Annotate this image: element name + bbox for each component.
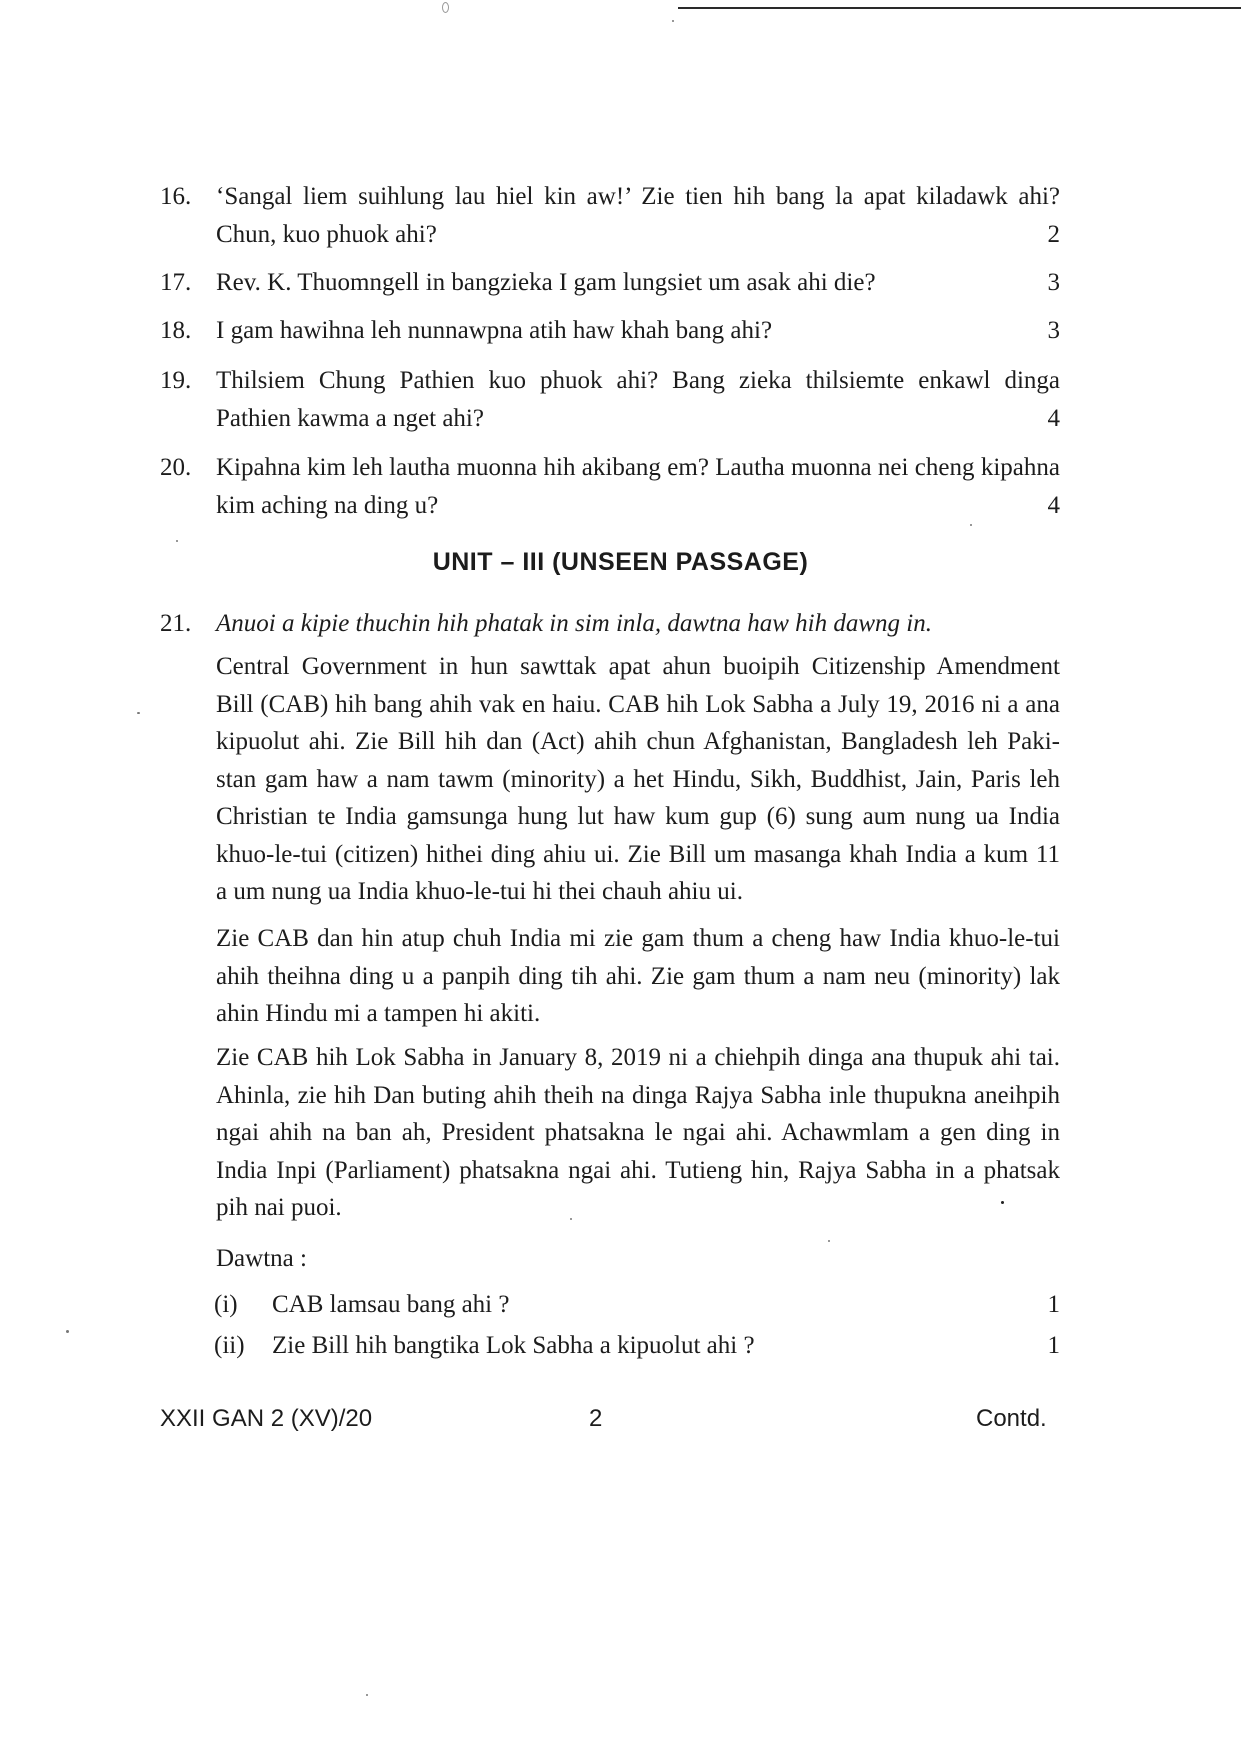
passage-paragraph-3 [216,1039,1060,1227]
passage-line: pih nai puoi. [216,1194,342,1221]
sub-question-marks: 1 [1047,1332,1060,1359]
sub-question-ii [214,1327,1060,1365]
answer-label-text: Dawtna : [216,1245,307,1272]
passage-line: Zie CAB dan hin atup chuh India mi zie gam thum a cheng haw India khuo-le-tui [216,925,1060,952]
passage-line: ahih theihna ding u a panpih ding tih ahi. Zie gam thum a nam neu (minority) lak [216,962,1060,990]
question-18 [160,312,1060,350]
question-text-line: ‘Sangal liem suihlung lau hiel kin aw!’ Zie tien hih bang la apat kiladawk ahi? [216,183,1060,210]
passage-line: ahin Hindu mi a tampen hi akiti. [216,1000,541,1027]
question-number: 18. [160,317,192,344]
scan-speck [442,2,449,13]
passage-line: Central Government in hun sawttak apat ahun buoipih Citizenship Amendment [216,653,1060,680]
question-20 [160,449,1060,525]
question-19 [160,362,1060,438]
passage-paragraph-2 [216,920,1060,1033]
passage-line: India Inpi (Parliament) phatsakna ngai ahi. Tutieng hin, Rajya Sabha in a phatsak [216,1156,1060,1184]
footer-continued: Contd. [976,1405,1047,1432]
answer-label [216,1240,1060,1278]
scan-speck [137,712,140,714]
scan-speck [66,1330,69,1333]
sub-question-label: (i) [214,1291,238,1318]
passage-paragraph-1 [216,648,1060,911]
question-17 [160,264,1060,302]
sub-question-text: Zie Bill hih bangtika Lok Sabha a kipuolut ahi ? [272,1332,755,1359]
scan-speck [366,1694,368,1696]
passage-line: kipuolut ahi. Zie Bill hih dan (Act) ahih chun Afghanistan, Bangladesh leh Paki- [216,728,1060,755]
question-21 [160,605,1060,643]
passage-line: Bill (CAB) hih bang ahih vak en haiu. CAB hih Lok Sabha a July 19, 2016 ni a ana [216,690,1060,718]
question-text-line: Kipahna kim leh lautha muonna hih akibang em? Lautha muonna nei cheng kipahna [216,454,1060,481]
question-text-line: Rev. K. Thuomngell in bangzieka I gam lungsiet um asak ahi die? [216,269,876,296]
question-text-line: Thilsiem Chung Pathien kuo phuok ahi? Bang zieka thilsiemte enkawl dinga [216,367,1060,394]
footer-code: XXII GAN 2 (XV)/20 [160,1405,373,1432]
footer-page-number: 2 [589,1405,603,1432]
question-marks: 4 [1047,405,1060,432]
sub-question-text: CAB lamsau bang ahi ? [272,1291,510,1318]
passage-line: ngai ahih na ban ah, President phatsakna le ngai ahi. Achawmlam a gen ding in [216,1119,1060,1146]
question-instruction: Anuoi a kipie thuchin hih phatak in sim inla, dawtna haw hih dawng in. [216,610,932,637]
top-rule [678,7,1241,9]
passage-line: a um nung ua India khuo-le-tui hi thei chauh ahiu ui. [216,878,743,905]
sub-question-marks: 1 [1047,1291,1060,1318]
question-text-line: I gam hawihna leh nunnawpna atih haw khah bang ahi? [216,317,773,344]
passage-line: Christian te India gamsunga hung lut haw kum gup (6) sung aum nung ua India [216,803,1060,830]
scan-speck [672,20,674,22]
sub-question-label: (ii) [214,1332,245,1359]
question-text-line: kim aching na ding u? [216,492,439,519]
scan-speck [176,540,178,542]
unit-heading: UNIT – III (UNSEEN PASSAGE) [432,548,809,576]
question-number: 16. [160,183,192,210]
question-marks: 3 [1047,269,1060,296]
passage-line: Ahinla, zie hih Dan buting ahih theih na dinga Rajya Sabha inle thupukna aneihpih [216,1081,1060,1109]
question-text-line: Pathien kawma a nget ahi? [216,405,484,432]
question-text-line: Chun, kuo phuok ahi? [216,221,437,248]
question-16 [160,178,1060,254]
passage-line: Zie CAB hih Lok Sabha in January 8, 2019 ni a chiehpih dinga ana thupuk ahi tai. [216,1044,1060,1071]
question-number: 19. [160,367,192,394]
question-number: 21. [160,610,192,637]
sub-question-i [214,1286,1060,1324]
question-number: 20. [160,454,192,481]
passage-line: stan gam haw a nam tawm (minority) a het Hindu, Sikh, Buddhist, Jain, Paris leh [216,765,1060,793]
passage-line: khuo-le-tui (citizen) hithei ding ahiu ui. Zie Bill um masanga khah India a kum 11 [216,840,1060,868]
question-marks: 2 [1047,221,1060,248]
question-marks: 4 [1047,492,1060,519]
question-marks: 3 [1047,317,1060,344]
question-number: 17. [160,269,192,296]
